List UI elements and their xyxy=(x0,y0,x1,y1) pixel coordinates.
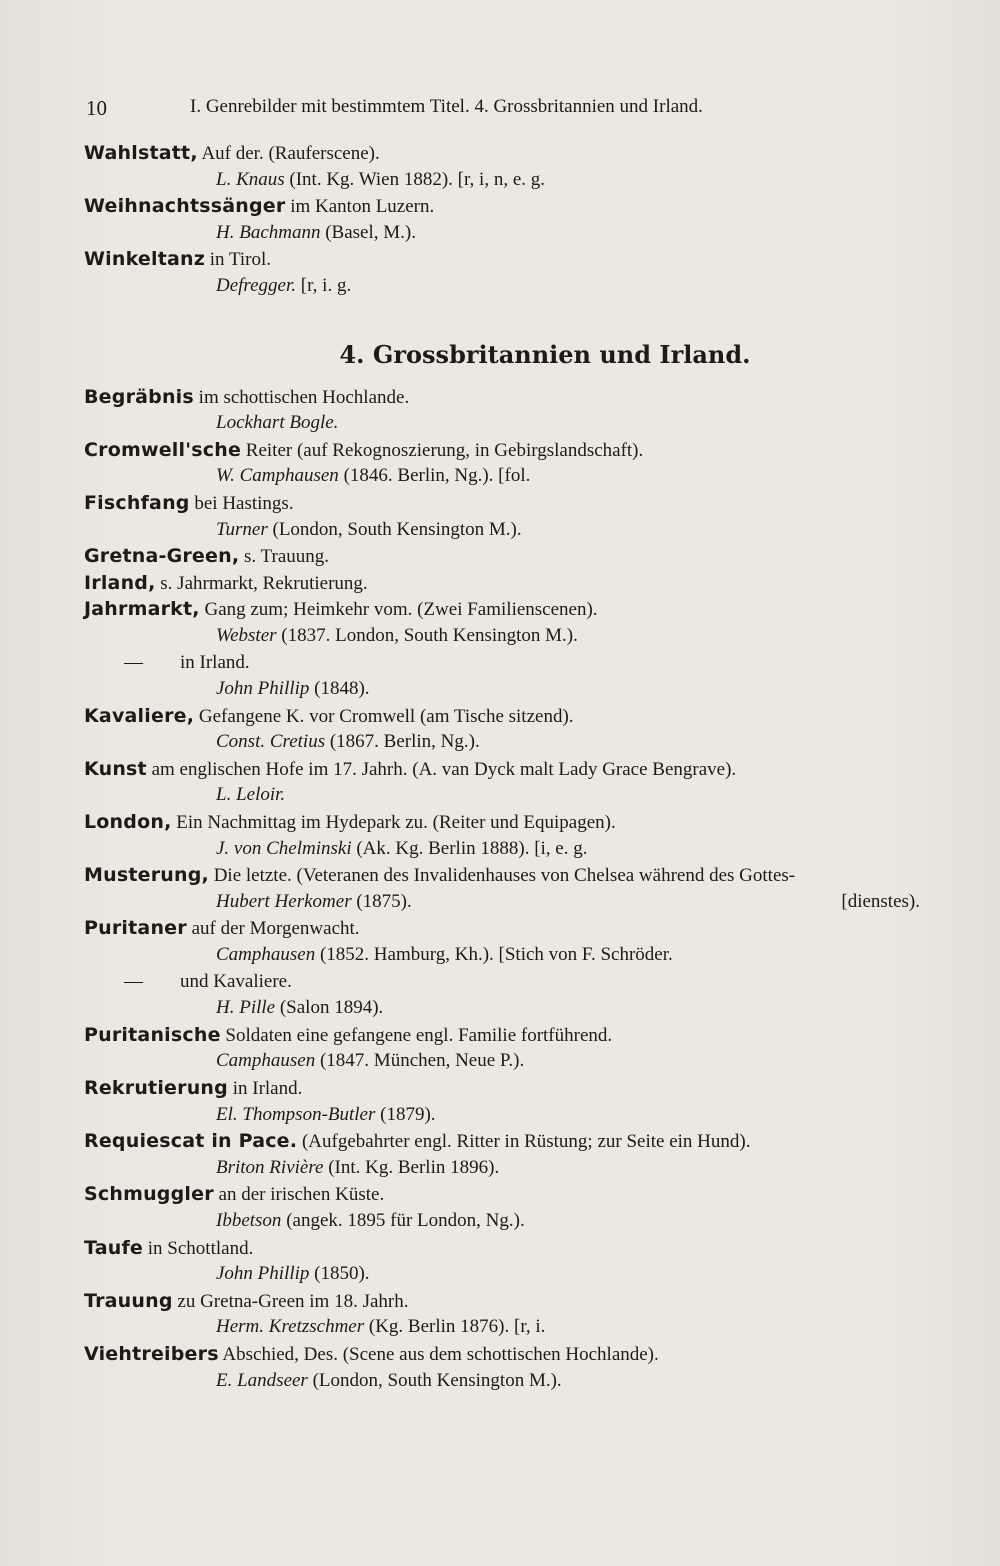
entry-term: Rekrutierung xyxy=(84,1077,228,1099)
entry-subheading-line xyxy=(84,650,976,677)
entry-term: Musterung, xyxy=(84,864,209,887)
entry-artist-line xyxy=(84,167,976,194)
repeat-dash: — xyxy=(124,651,143,673)
entry-description: Gefangene K. vor Cromwell (am Tische sitzend). xyxy=(194,705,574,727)
artwork-info: (Int. Kg. Wien 1882). [r, i, n, e. g. xyxy=(284,168,546,190)
entry-artist-line xyxy=(84,1102,976,1129)
entry-term: London, xyxy=(84,811,172,834)
artwork-info: (angek. 1895 für London, Ng.). xyxy=(281,1209,525,1231)
entry-term: Schmuggler xyxy=(84,1183,214,1206)
entry-description: Auf der. (Rauferscene). xyxy=(197,143,380,164)
artist-name: Ibbetson xyxy=(216,1209,282,1231)
artist-name: John Phillip xyxy=(216,678,310,700)
entry-description: zu Gretna-Green im 18. Jahrh. xyxy=(172,1290,409,1312)
entry-heading-line xyxy=(84,543,976,570)
entry-heading-line xyxy=(84,915,976,942)
artist-name: Const. Cretius xyxy=(216,731,326,753)
entry-description: (Aufgebahrter engl. Ritter in Rüstung; zur Seite ein Hund). xyxy=(297,1131,751,1153)
entry-description: im schottischen Hochlande. xyxy=(193,386,410,408)
entry-term: Taufe xyxy=(84,1236,144,1259)
artwork-info: (1837. London, South Kensington M.). xyxy=(276,624,578,646)
artist-name: Turner xyxy=(216,518,268,540)
artwork-info: (London, South Kensington M.). xyxy=(307,1369,562,1391)
entry-artist-line xyxy=(84,1048,976,1075)
entry-heading-line xyxy=(84,1022,976,1049)
entry-artist-line xyxy=(84,995,976,1022)
artist-name: Webster xyxy=(216,624,277,646)
artwork-info: (1847. München, Neue P.). xyxy=(315,1050,525,1072)
entry-heading-line xyxy=(84,862,976,889)
entry-term: Winkeltanz xyxy=(84,248,206,271)
entry-artist-line xyxy=(84,220,976,247)
entry-heading-line xyxy=(84,756,976,783)
running-title: I. Genrebilder mit bestimmtem Titel. 4. Grossbritannien und Irland. xyxy=(190,96,703,117)
artist-name: Lockhart Bogle. xyxy=(216,412,339,434)
artwork-info: (1867. Berlin, Ng.). xyxy=(325,731,480,753)
entry-heading-line xyxy=(84,193,976,220)
entry-term: Cromwell'sche xyxy=(84,438,242,461)
artwork-info: (Int. Kg. Berlin 1896). xyxy=(323,1156,500,1178)
entry-term: Jahrmarkt, xyxy=(84,598,200,621)
entry-term: Kavaliere, xyxy=(84,704,195,727)
artwork-info: (1852. Hamburg, Kh.). [Stich von F. Schröder. xyxy=(315,944,673,966)
entry-description: s. Trauung. xyxy=(239,546,329,568)
entry-heading-line xyxy=(84,437,976,464)
artist-name: Camphausen xyxy=(216,944,316,966)
entry-term: Fischfang xyxy=(84,491,190,514)
artist-name: Hubert Herkomer xyxy=(216,890,352,912)
entry-description: in Tirol. xyxy=(205,249,272,271)
entry-heading-line xyxy=(84,490,976,517)
entry-artist-line xyxy=(84,1314,976,1341)
artist-name: Camphausen xyxy=(216,1050,316,1072)
artwork-info: (1850). xyxy=(309,1263,370,1285)
artwork-info: (1846. Berlin, Ng.). [fol. xyxy=(338,465,531,487)
entry-heading-line xyxy=(84,1075,976,1102)
artwork-info: (Salon 1894). xyxy=(275,997,384,1019)
entry-heading-line xyxy=(84,1128,976,1155)
entry-description: Abschied, Des. (Scene aus dem schottischen Hochlande). xyxy=(218,1343,659,1365)
entry-heading-line xyxy=(84,140,976,167)
artwork-info: (1879). xyxy=(375,1103,436,1125)
page-header xyxy=(86,96,926,126)
entry-artist-line xyxy=(84,889,976,916)
page-content xyxy=(84,140,976,1394)
entry-description: an der irischen Küste. xyxy=(213,1184,385,1206)
entry-heading-line xyxy=(84,809,976,836)
artist-name: E. Landseer xyxy=(216,1369,308,1391)
entry-description: Ein Nachmittag im Hydepark zu. (Reiter und Equipagen). xyxy=(171,812,616,834)
line-continuation: [dienstes). xyxy=(841,890,920,912)
artwork-info: (1848). xyxy=(309,678,370,700)
entry-artist-line xyxy=(84,623,976,650)
entry-artist-line xyxy=(84,676,976,703)
artist-name: El. Thompson-Butler xyxy=(216,1103,376,1125)
entry-term: Puritanische xyxy=(84,1023,221,1046)
entry-term: Irland, xyxy=(84,571,156,594)
entry-artist-line xyxy=(84,942,976,969)
entry-description: am englischen Hofe im 17. Jahrh. (A. van Dyck malt Lady Grace Bengrave). xyxy=(146,758,737,780)
entry-term: Weihnachtssänger xyxy=(84,195,286,218)
entry-term: Wahlstatt, xyxy=(84,142,198,164)
entry-heading-line xyxy=(84,596,976,623)
entry-term: Viehtreibers xyxy=(84,1342,219,1365)
entry-artist-line xyxy=(84,1155,976,1182)
artist-name: H. Pille xyxy=(216,997,276,1019)
artist-name: John Phillip xyxy=(216,1263,310,1285)
artist-name: Defregger. xyxy=(216,274,297,296)
entry-term: Requiescat in Pace. xyxy=(84,1130,298,1153)
entry-artist-line xyxy=(84,463,976,490)
artwork-info: (Basel, M.). xyxy=(320,221,416,243)
section-title: 4. Grossbritannien und Irland. xyxy=(339,339,751,369)
artist-name: H. Bachmann xyxy=(216,221,321,243)
entry-artist-line xyxy=(84,1208,976,1235)
artist-name: L. Leloir. xyxy=(216,784,286,806)
entry-description: in Irland. xyxy=(227,1078,303,1099)
entry-description: bei Hastings. xyxy=(189,492,294,514)
entry-description: und Kavaliere. xyxy=(180,970,292,992)
entry-heading-line xyxy=(84,1235,976,1262)
entry-description: auf der Morgenwacht. xyxy=(186,918,360,940)
entry-artist-line xyxy=(84,273,976,300)
entry-artist-line xyxy=(84,782,976,809)
artist-name: Herm. Kretzschmer xyxy=(216,1316,365,1338)
entry-artist-line xyxy=(84,836,976,863)
artist-name: L. Knaus xyxy=(216,168,285,190)
entry-term: Gretna-Green, xyxy=(84,545,240,568)
artist-name: J. von Chelminski xyxy=(216,837,352,859)
entry-description: s. Jahrmarkt, Rekrutierung. xyxy=(155,572,368,594)
entry-heading-line xyxy=(84,384,976,411)
repeat-dash: — xyxy=(124,970,143,992)
entry-artist-line xyxy=(84,729,976,756)
entry-subheading-line xyxy=(84,969,976,996)
entry-artist-line xyxy=(84,1261,976,1288)
entry-heading-line xyxy=(84,246,976,273)
entry-heading-line xyxy=(84,1288,976,1315)
entry-term: Trauung xyxy=(84,1289,173,1312)
entry-description: in Schottland. xyxy=(143,1237,254,1259)
entry-description: in Irland. xyxy=(180,651,250,673)
entry-description: Gang zum; Heimkehr vom. (Zwei Familienscenen). xyxy=(199,599,598,621)
entry-description: Reiter (auf Rekognoszierung, in Gebirgslandschaft). xyxy=(241,439,644,461)
entry-artist-line xyxy=(84,517,976,544)
entry-description: Soldaten eine gefangene engl. Familie fortführend. xyxy=(220,1024,613,1046)
artist-name: W. Camphausen xyxy=(216,465,339,487)
entry-heading-line xyxy=(84,1181,976,1208)
artwork-info: (Kg. Berlin 1876). [r, i. xyxy=(364,1316,546,1338)
entry-heading-line xyxy=(84,570,976,597)
entry-heading-line xyxy=(84,703,976,730)
entry-artist-line xyxy=(84,1368,976,1395)
artwork-info: [r, i. g. xyxy=(296,274,352,296)
entry-description: Die letzte. (Veteranen des Invalidenhauses von Chelsea während des Gottes- xyxy=(208,865,796,887)
artwork-info: (Ak. Kg. Berlin 1888). [i, e. g. xyxy=(351,837,588,859)
entry-term: Kunst xyxy=(84,757,147,780)
entry-artist-line xyxy=(84,410,976,437)
page-number: 10 xyxy=(86,96,107,120)
entry-heading-line xyxy=(84,1341,976,1368)
artist-name: Briton Rivière xyxy=(216,1156,324,1178)
artwork-info: (London, South Kensington M.). xyxy=(267,518,522,540)
entry-description: im Kanton Luzern. xyxy=(285,196,435,218)
entry-term: Begräbnis xyxy=(84,385,194,408)
entry-term: Puritaner xyxy=(84,917,187,940)
artwork-info: (1875). xyxy=(351,890,412,912)
